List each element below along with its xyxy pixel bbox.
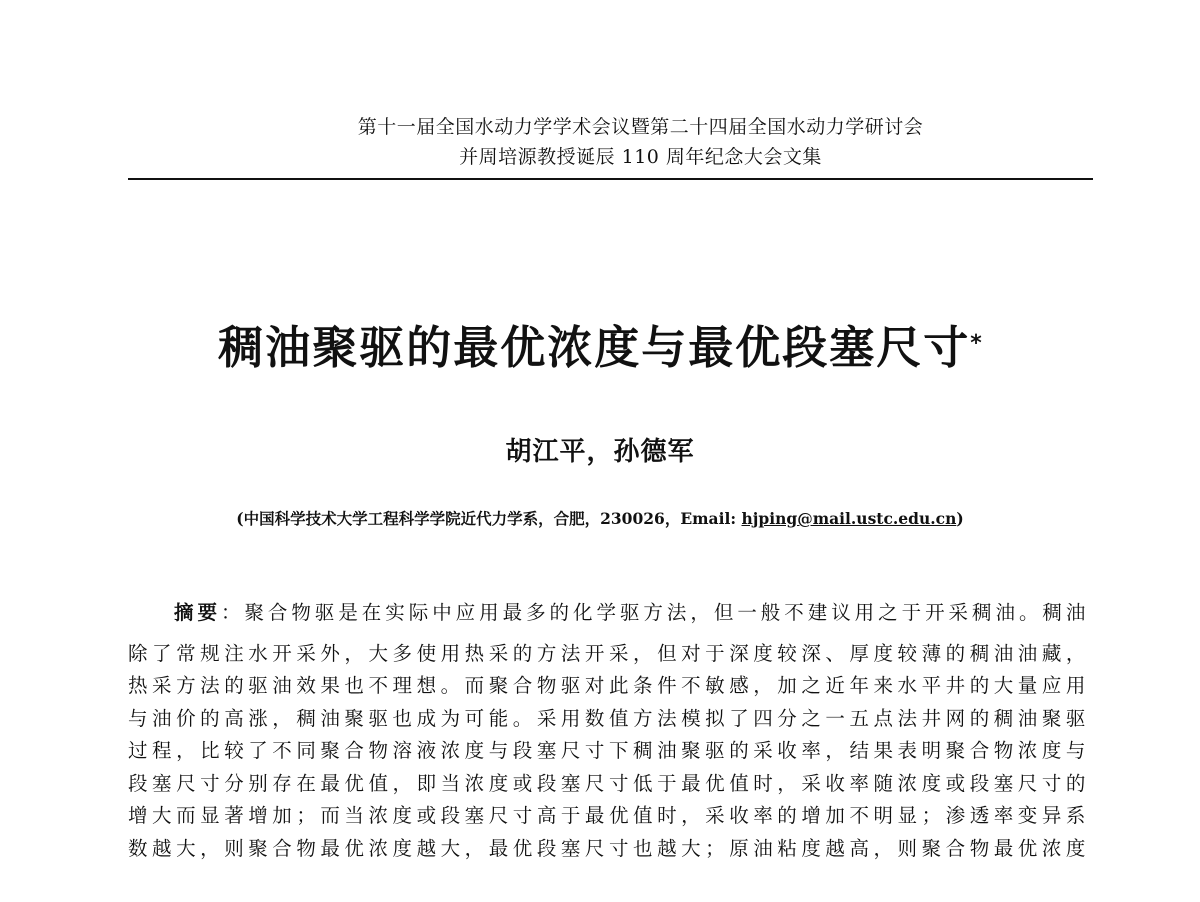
abstract-label: 摘要 [174, 601, 221, 624]
abstract-line: 增大而显著增加；而当浓度或段塞尺寸高于最优值时，采收率的增加不明显；渗透率变异系 [128, 804, 1086, 827]
header-rule [128, 178, 1093, 180]
abstract [128, 597, 1086, 865]
conference-header [128, 112, 1093, 172]
affiliation-text: (中国科学技术大学工程科学学院近代力学系，合肥，230026，Email: [236, 509, 742, 528]
abstract-separator: ： [220, 601, 245, 624]
paper-title [0, 318, 1200, 378]
abstract-line: 除了常规注水开采外，大多使用热采的方法开采，但对于深度较深、厚度较薄的稠油油藏， [128, 641, 1086, 665]
affiliation-close: ) [956, 509, 964, 528]
abstract-line: 热采方法的驱油效果也不理想。而聚合物驱对此条件不敏感，加之近年来水平井的大量应用 [128, 674, 1086, 697]
conference-header-line-2: 并周培源教授诞辰 110 周年纪念大会文集 [459, 146, 822, 168]
paper-title-text: 稠油聚驱的最优浓度与最优段塞尺寸 [218, 321, 971, 374]
affiliation [0, 506, 1200, 532]
conference-header-line-1: 第十一届全国水动力学学术会议暨第二十四届全国水动力学研讨会 [357, 116, 924, 138]
abstract-line [128, 597, 1086, 630]
abstract-line-text: 聚合物驱是在实际中应用最多的化学驱方法，但一般不建议用之于开采稠油。稠油 [244, 601, 1086, 624]
abstract-line: 过程，比较了不同聚合物溶液浓度与段塞尺寸下稠油聚驱的采收率，结果表明聚合物浓度与 [128, 739, 1086, 762]
title-footnote-marker: * [970, 331, 982, 356]
abstract-line: 与油价的高涨，稠油聚驱也成为可能。采用数值方法模拟了四分之一五点法井网的稠油聚驱 [128, 706, 1086, 730]
abstract-line: 数越大，则聚合物最优浓度越大，最优段塞尺寸也越大；原油粘度越高，则聚合物最优浓度 [128, 836, 1086, 860]
authors: 胡江平，孙德军 [505, 437, 695, 467]
email-link[interactable]: hjping@mail.ustc.edu.cn [741, 509, 957, 528]
abstract-line: 段塞尺寸分别存在最优值，即当浓度或段塞尺寸低于最优值时，采收率随浓度或段塞尺寸的 [128, 771, 1086, 795]
